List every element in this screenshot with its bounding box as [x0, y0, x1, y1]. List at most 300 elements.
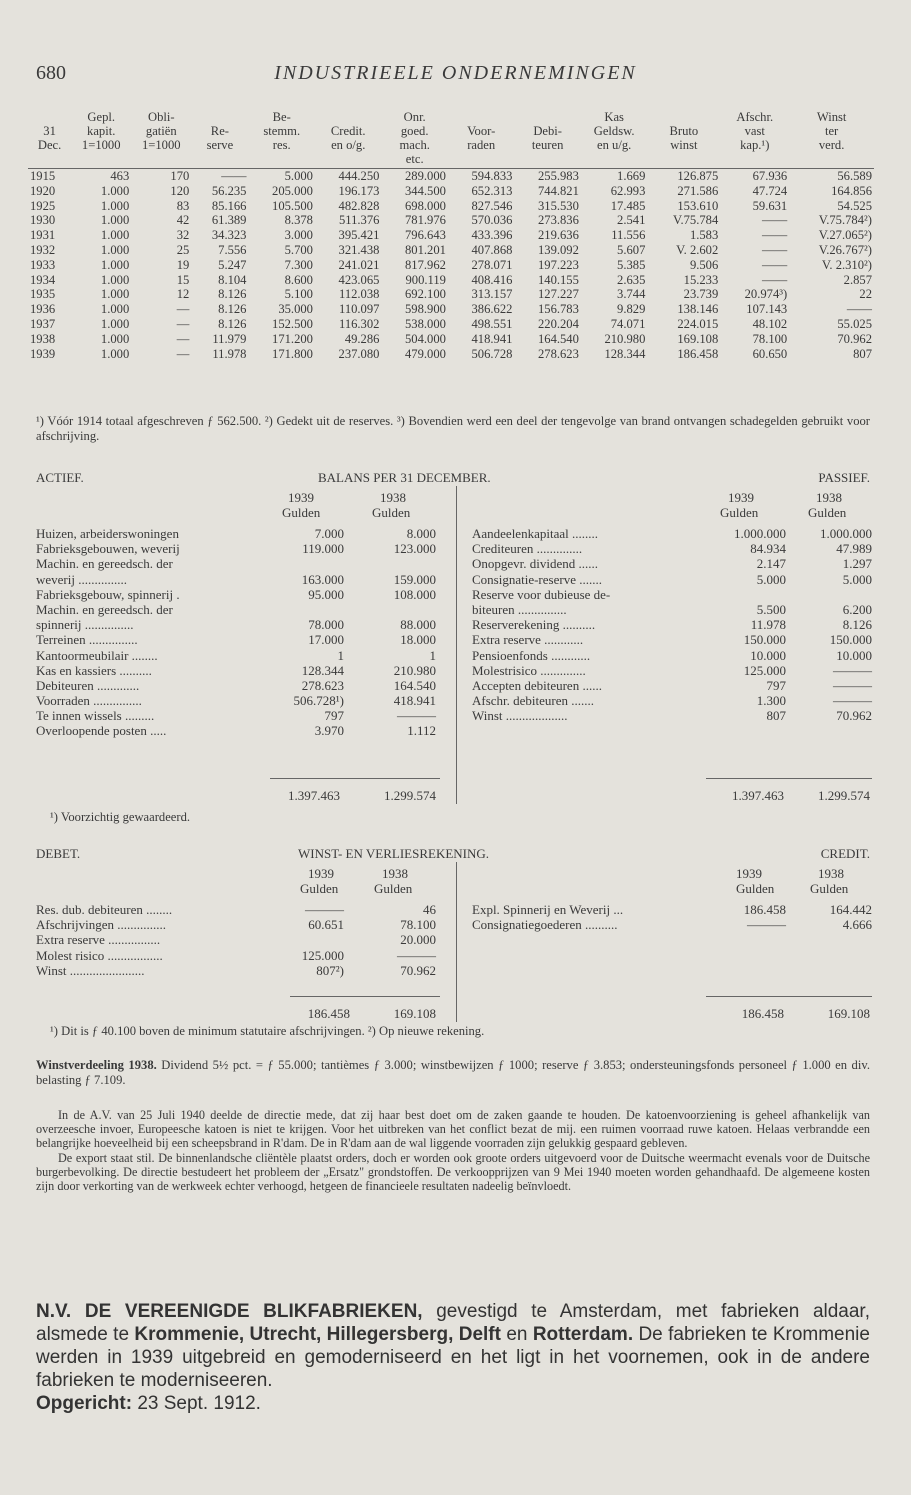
value-1939: 807²) — [316, 962, 344, 978]
value-1938: 46 — [423, 902, 436, 917]
table-cell: —— — [221, 169, 247, 183]
value-1938: 47.989 — [836, 541, 872, 557]
value-1938: 150.000 — [829, 632, 872, 648]
table-cell: 62.993 — [610, 183, 646, 198]
winstverdeeling-label: Winstverdeeling 1938. — [36, 1058, 157, 1072]
table-cell: 17.485 — [610, 198, 646, 213]
table-cell: 698.000 — [405, 198, 446, 213]
table-row — [28, 184, 874, 199]
ledger-label: Crediteuren .............. — [472, 541, 583, 557]
table-cell: 25 — [176, 242, 190, 257]
ledger-label: Accepten debiteuren ...... — [472, 677, 602, 693]
ledger-row — [36, 693, 440, 708]
column-header — [514, 110, 580, 124]
table-cell: 23.739 — [683, 287, 719, 302]
table-row — [28, 258, 874, 273]
ledger-row — [472, 678, 872, 693]
column-header: gatiën — [145, 124, 177, 138]
table-cell: 1.000 — [100, 242, 130, 257]
table-cell: 692.100 — [405, 287, 446, 302]
pl-left-heading: DEBET. — [36, 846, 81, 861]
table-cell: 313.157 — [471, 287, 513, 302]
value-1938: 88.000 — [400, 617, 436, 633]
table-cell: 8.600 — [284, 272, 313, 287]
table-cell: 8.126 — [218, 316, 247, 331]
ledger-label: Afschrijvingen ............... — [36, 917, 166, 933]
column-header: Credit. — [330, 124, 366, 138]
table-cell: —— — [762, 228, 788, 243]
table-cell: 49.286 — [344, 331, 380, 346]
ledger-row — [472, 556, 872, 571]
table-cell: 598.900 — [405, 302, 446, 317]
table-cell: V.26.767²) — [818, 242, 872, 257]
column-header: mach. — [399, 138, 430, 152]
table-row — [28, 302, 874, 317]
column-header: Bruto — [669, 124, 699, 138]
column-header: Gepl. — [87, 110, 116, 124]
table-row — [28, 317, 874, 332]
value-1939: 506.728¹) — [293, 693, 344, 709]
column-header — [720, 152, 789, 169]
column-header: Onr. — [403, 110, 426, 124]
table-cell: 807 — [853, 346, 872, 361]
table-cell: 8.378 — [284, 213, 313, 228]
table-cell: — — [176, 302, 190, 317]
column-header: teuren — [531, 138, 564, 152]
table-cell: 12 — [176, 287, 190, 302]
table-cell: 8.126 — [218, 287, 247, 302]
table-cell: 205.000 — [272, 183, 313, 198]
year-cell: 1939 — [30, 346, 56, 361]
table-cell: V.27.065²) — [818, 228, 872, 243]
credit-year-header — [710, 866, 874, 896]
value-1938: 8.000 — [406, 526, 436, 541]
debit-total-rule — [290, 996, 440, 997]
liab-unit-1939: Gulden — [720, 505, 759, 521]
table-cell: 5.607 — [617, 242, 646, 257]
column-header — [647, 110, 720, 124]
value-1938: 10.000 — [836, 647, 872, 663]
table-cell: 22 — [859, 287, 872, 302]
table-cell: 1.000 — [100, 228, 130, 243]
ledger-label: Terreinen ............... — [36, 632, 138, 648]
ledger-row — [472, 572, 872, 587]
year-cell: 1937 — [30, 316, 56, 331]
company-entry — [36, 1300, 870, 1415]
credit-total-1939: 186.458 — [741, 1006, 784, 1021]
value-1939: 119.000 — [302, 541, 344, 557]
table-cell: 423.065 — [338, 272, 380, 287]
year-cell: 1920 — [30, 183, 56, 198]
report-paragraph: De export staat stil. De binnenlandsche cliëntèle plaatst orders, doch er worden ook groote orders uitgevoerd voor de Duitsche weermacht evenals voor de Duitsche burgerbevolking. De directie bestudeert het probleem der „Ersatz" grondstoffen. De verkoopprijzen van 9 Mei 1940 moeten worden gehandhaafd. De algemeene kosten zijn door verkorting van de werkweek echter verhoogd, hetgeen de financieele resultaten nadeelig beïnvloedt. — [36, 1150, 870, 1194]
ledger-row — [36, 648, 440, 663]
value-1939: 95.000 — [308, 586, 344, 602]
debit-unit-1939: Gulden — [300, 881, 339, 897]
column-header: stemm. — [263, 124, 301, 138]
founded-label: Opgericht: — [36, 1393, 133, 1414]
running-head: INDUSTRIEELE ONDERNEMINGEN — [274, 62, 637, 84]
table-cell: 153.610 — [677, 198, 719, 213]
ledger-label: Debiteuren ............. — [36, 677, 140, 693]
value-1938: 78.100 — [400, 917, 436, 933]
year-cell: 1934 — [30, 272, 56, 287]
table-row — [28, 169, 874, 184]
table-cell: 11.978 — [212, 346, 247, 361]
table-cell: 156.783 — [537, 302, 579, 317]
table-cell: 2.635 — [617, 272, 646, 287]
assets-unit-1938: Gulden — [372, 505, 411, 521]
value-1939: 5.500 — [756, 601, 786, 617]
table-cell: 140.155 — [537, 272, 579, 287]
value-1939: 797 — [324, 708, 344, 724]
table-cell: 83 — [176, 198, 190, 213]
column-header: Geldsw. — [593, 124, 635, 138]
table-cell: 107.143 — [746, 302, 788, 317]
winstverdeeling — [36, 1058, 870, 1088]
ledger-row — [36, 723, 440, 738]
table-cell: V.75.784 — [673, 213, 719, 228]
column-header: Debi- — [533, 124, 562, 138]
ledger-label: Te innen wissels ......... — [36, 708, 155, 724]
column-header: en o/g. — [331, 138, 366, 152]
table-cell: 105.500 — [272, 198, 313, 213]
ledger-row — [36, 902, 440, 917]
table-cell: 278.071 — [471, 257, 513, 272]
value-1938: 20.000 — [400, 932, 436, 948]
table-cell: 7.556 — [218, 242, 247, 257]
column-header — [448, 152, 514, 169]
table-row — [28, 332, 874, 347]
header-row — [28, 110, 874, 124]
table-cell: 1.000 — [100, 183, 130, 198]
value-1938: 70.962 — [400, 962, 436, 978]
table-cell: 5.000 — [284, 169, 313, 183]
table-cell: 1.669 — [617, 169, 646, 183]
liab-year-1938: 1938 — [816, 490, 842, 505]
liab-year-1939: 1939 — [728, 490, 754, 505]
value-1938: 108.000 — [393, 586, 436, 602]
value-1939: 1 — [337, 647, 344, 663]
table-cell: 1.000 — [100, 287, 130, 302]
value-1938: 1.112 — [407, 723, 436, 739]
value-1938: 1.297 — [842, 556, 872, 572]
column-header — [315, 152, 381, 169]
table-cell: 11.556 — [611, 228, 646, 243]
table-cell: 570.036 — [471, 213, 513, 228]
value-1939: ——— — [305, 902, 344, 917]
ledger-label: Extra reserve ................ — [36, 932, 161, 948]
value-1939: 11.978 — [750, 617, 786, 633]
credit-total-rule — [706, 996, 872, 997]
ledger-row — [472, 902, 872, 917]
table-cell: 498.551 — [471, 316, 513, 331]
table-cell: 289.000 — [405, 169, 446, 183]
pl-divider — [456, 862, 457, 1022]
table-cell: 744.821 — [537, 183, 579, 198]
ledger-row — [36, 602, 440, 617]
column-header — [315, 110, 381, 124]
ledger-label: Reserverekening .......... — [472, 617, 596, 633]
ledger-row — [36, 948, 440, 963]
table-cell: 1.000 — [100, 272, 130, 287]
table-cell: 408.416 — [471, 272, 513, 287]
year-cell: 1936 — [30, 302, 56, 317]
year-cell: 1915 — [30, 169, 56, 183]
credit-total-1938: 169.108 — [827, 1006, 870, 1021]
table-cell: 9.506 — [689, 257, 719, 272]
column-header — [647, 152, 720, 169]
value-1938: 1 — [429, 647, 436, 663]
ledger-label: Onopgevr. dividend ...... — [472, 556, 599, 572]
debit-total — [270, 1006, 440, 1021]
balance-left-heading: ACTIEF. — [36, 470, 84, 485]
table-cell: 20.974³) — [744, 287, 788, 302]
year-cell: 1932 — [30, 242, 56, 257]
ledger-label: biteuren ............... — [472, 601, 567, 617]
history-footnote: ¹) Vóór 1914 totaal afgeschreven ƒ 562.500. ²) Gedekt uit de reserves. ³) Bovendien werd een deel der tengevolge van brand ontvangen schadegelden gebruikt voor afschrijving. — [36, 414, 870, 443]
credit-unit-1939: Gulden — [736, 881, 775, 897]
table-cell: 1.000 — [100, 213, 130, 228]
table-cell: 817.962 — [405, 257, 446, 272]
page-header — [0, 62, 911, 90]
ledger-row — [36, 526, 440, 541]
table-cell: 482.828 — [338, 198, 380, 213]
column-header: 1=1000 — [141, 138, 181, 152]
column-header: kap.¹) — [740, 138, 770, 152]
table-cell: 56.589 — [837, 169, 872, 183]
ledger-label: Kas en kassiers .......... — [36, 662, 152, 678]
pl-footnote: ¹) Dit is ƒ 40.100 boven de minimum statutaire afschrijvingen. ²) Op nieuwe rekening. — [50, 1024, 485, 1038]
table-cell: 1.583 — [689, 228, 719, 243]
value-1938: 6.200 — [842, 601, 872, 617]
ledger-label: Aandeelenkapitaal ........ — [472, 526, 598, 541]
company-place-last: Rotterdam. — [532, 1324, 634, 1345]
table-cell: 55.025 — [837, 316, 872, 331]
ledger-row — [36, 963, 440, 978]
table-cell: 237.080 — [338, 346, 380, 361]
table-cell: 444.250 — [338, 169, 380, 183]
table-cell: 344.500 — [405, 183, 446, 198]
ledger-row — [472, 526, 872, 541]
column-header: serve — [206, 138, 234, 152]
table-cell: 219.636 — [537, 228, 579, 243]
table-cell: 801.201 — [405, 242, 446, 257]
credit-year-1939: 1939 — [736, 866, 762, 881]
column-header — [28, 152, 71, 169]
column-header: ter — [824, 124, 839, 138]
assets-total-1939: 1.397.463 — [288, 788, 340, 803]
debit-total-1938: 169.108 — [393, 1006, 436, 1021]
history-table — [28, 110, 874, 361]
column-header — [191, 152, 248, 169]
value-1938: ——— — [397, 708, 436, 724]
table-cell: 1.000 — [100, 198, 130, 213]
debit-list — [36, 902, 440, 978]
column-header: Winst — [816, 110, 847, 124]
table-cell: 3.000 — [284, 228, 313, 243]
ledger-label: Consignatie-reserve ....... — [472, 571, 602, 587]
column-header — [191, 110, 248, 124]
column-header: en u/g. — [597, 138, 632, 152]
value-1939: 125.000 — [301, 947, 344, 963]
ledger-label: Extra reserve ............ — [472, 632, 584, 648]
pl-title: WINST- EN VERLIESREKENING. — [298, 846, 490, 861]
value-1939: 17.000 — [308, 632, 344, 648]
assets-year-header — [270, 490, 440, 520]
table-cell: — — [176, 346, 190, 361]
table-cell: — — [176, 331, 190, 346]
table-cell: 2.857 — [843, 272, 872, 287]
table-cell: 139.092 — [537, 242, 579, 257]
ledger-label: Molestrisico .............. — [472, 662, 586, 678]
value-1938: 418.941 — [393, 693, 436, 709]
column-header — [131, 152, 191, 169]
debit-year-1939: 1939 — [308, 866, 334, 881]
ledger-row — [36, 678, 440, 693]
value-1938: 4.666 — [842, 917, 872, 933]
company-name: N.V. DE VEREENIGDE BLIKFABRIEKEN, — [36, 1301, 423, 1322]
value-1939: 1.300 — [756, 693, 786, 709]
balance-footnote: ¹) Voorzichtig gewaardeerd. — [50, 810, 191, 824]
table-cell: 138.146 — [677, 302, 719, 317]
table-row — [28, 347, 874, 362]
table-cell: 164.540 — [537, 331, 579, 346]
value-1939: 60.651 — [308, 917, 344, 933]
table-cell: 271.586 — [677, 183, 719, 198]
value-1938: 8.126 — [842, 617, 872, 633]
table-cell: — — [176, 316, 190, 331]
header-row — [28, 152, 874, 169]
value-1938: 70.962 — [836, 708, 872, 724]
column-header: verd. — [818, 138, 845, 152]
value-1938: ——— — [833, 662, 872, 678]
table-cell: 511.376 — [338, 213, 380, 228]
table-cell: 164.856 — [831, 183, 872, 198]
company-text-1: gevestigd te Amsterdam, met fabrieken aldaar, alsmede te — [36, 1301, 870, 1345]
table-row — [28, 273, 874, 288]
ledger-row — [36, 556, 440, 571]
table-row — [28, 243, 874, 258]
value-1939: 186.458 — [743, 902, 786, 917]
table-cell: 407.868 — [471, 242, 513, 257]
assets-total — [270, 788, 440, 803]
table-cell: 1.000 — [100, 316, 130, 331]
table-cell: —— — [846, 302, 872, 317]
ledger-row — [472, 632, 872, 647]
ledger-label: Overloopende posten ..... — [36, 723, 167, 739]
table-cell: 1.000 — [100, 346, 130, 361]
table-cell: 42 — [176, 213, 190, 228]
column-header: Afschr. — [736, 110, 774, 124]
ledger-label: weverij ............... — [36, 571, 127, 587]
value-1938: 159.000 — [393, 571, 436, 587]
table-cell: —— — [762, 242, 788, 257]
table-cell: 241.021 — [338, 257, 380, 272]
ledger-row — [472, 602, 872, 617]
table-cell: 8.126 — [218, 302, 247, 317]
table-cell: 128.344 — [604, 346, 646, 361]
column-header — [448, 110, 514, 124]
ledger-label: Consignatiegoederen .......... — [472, 917, 618, 933]
value-1939: 797 — [766, 677, 786, 693]
ledger-label: Voorraden ............... — [36, 693, 142, 709]
table-cell: 60.650 — [752, 346, 788, 361]
table-cell: 127.227 — [537, 287, 579, 302]
assets-year-1939: 1939 — [288, 490, 314, 505]
value-1938: 164.442 — [829, 902, 872, 917]
year-cell: 1933 — [30, 257, 56, 272]
value-1939: 84.934 — [750, 541, 786, 557]
winstverdeeling-text: Dividend 5½ pct. = ƒ 55.000; tantièmes ƒ 3.000; winstbewijzen ƒ 1000; reserve ƒ 3.853; ondersteuningsfonds personeel ƒ 1.000 en div. belasting ƒ 7.109. — [36, 1058, 870, 1087]
table-cell: 59.631 — [752, 198, 788, 213]
table-cell: 85.166 — [211, 198, 247, 213]
value-1939: 5.000 — [756, 571, 786, 587]
ledger-label: spinnerij ............... — [36, 617, 134, 633]
table-cell: 2.541 — [617, 213, 646, 228]
table-cell: 5.700 — [284, 242, 313, 257]
liab-total-1939: 1.397.463 — [732, 788, 784, 803]
table-cell: 1.000 — [100, 257, 130, 272]
ledger-row — [472, 663, 872, 678]
table-cell: 395.421 — [338, 228, 380, 243]
ledger-row — [472, 693, 872, 708]
table-cell: 47.724 — [752, 183, 788, 198]
founded-value: 23 Sept. 1912. — [132, 1393, 261, 1414]
balance-right-heading: PASSIEF. — [818, 470, 870, 485]
table-row — [28, 287, 874, 302]
column-header: winst — [670, 138, 698, 152]
ledger-row — [472, 587, 872, 602]
table-cell: 54.525 — [837, 198, 872, 213]
table-cell: 5.385 — [617, 257, 646, 272]
table-cell: 61.389 — [211, 213, 247, 228]
table-cell: 796.643 — [405, 228, 446, 243]
credit-total — [706, 1006, 872, 1021]
value-1938: 164.540 — [393, 677, 436, 693]
table-cell: 196.173 — [338, 183, 380, 198]
column-header: goed. — [400, 124, 429, 138]
value-1938: 1.000.000 — [820, 526, 872, 541]
ledger-row — [472, 708, 872, 723]
pl-right-heading: CREDIT. — [820, 846, 870, 861]
year-cell: 1935 — [30, 287, 56, 302]
table-cell: 210.980 — [604, 331, 646, 346]
table-cell: 48.102 — [752, 316, 788, 331]
table-cell: 433.396 — [471, 228, 513, 243]
value-1939: 807 — [766, 708, 786, 724]
table-cell: 827.546 — [471, 198, 513, 213]
column-header: Re- — [210, 124, 229, 138]
value-1939: ——— — [747, 917, 786, 933]
table-cell: 220.204 — [537, 316, 579, 331]
value-1939: 125.000 — [743, 662, 786, 678]
year-cell: 1931 — [30, 228, 56, 243]
table-cell: V.75.784²) — [818, 213, 872, 228]
company-places: Krommenie, Utrecht, Hillegersberg, Delft — [134, 1324, 501, 1345]
table-cell: 112.038 — [338, 287, 380, 302]
table-row — [28, 228, 874, 243]
ledger-label: Winst ................... — [472, 708, 568, 724]
page-number: 680 — [36, 62, 66, 84]
report-paragraphs — [36, 1108, 870, 1193]
ledger-row — [472, 648, 872, 663]
column-header: Voor- — [467, 124, 496, 138]
table-cell: 594.833 — [471, 169, 513, 183]
table-cell: —— — [762, 213, 788, 228]
ledger-label: Pensioenfonds ............ — [472, 647, 591, 663]
column-header: 1=1000 — [81, 138, 121, 152]
ledger-label: Huizen, arbeiderswoningen — [36, 526, 179, 541]
